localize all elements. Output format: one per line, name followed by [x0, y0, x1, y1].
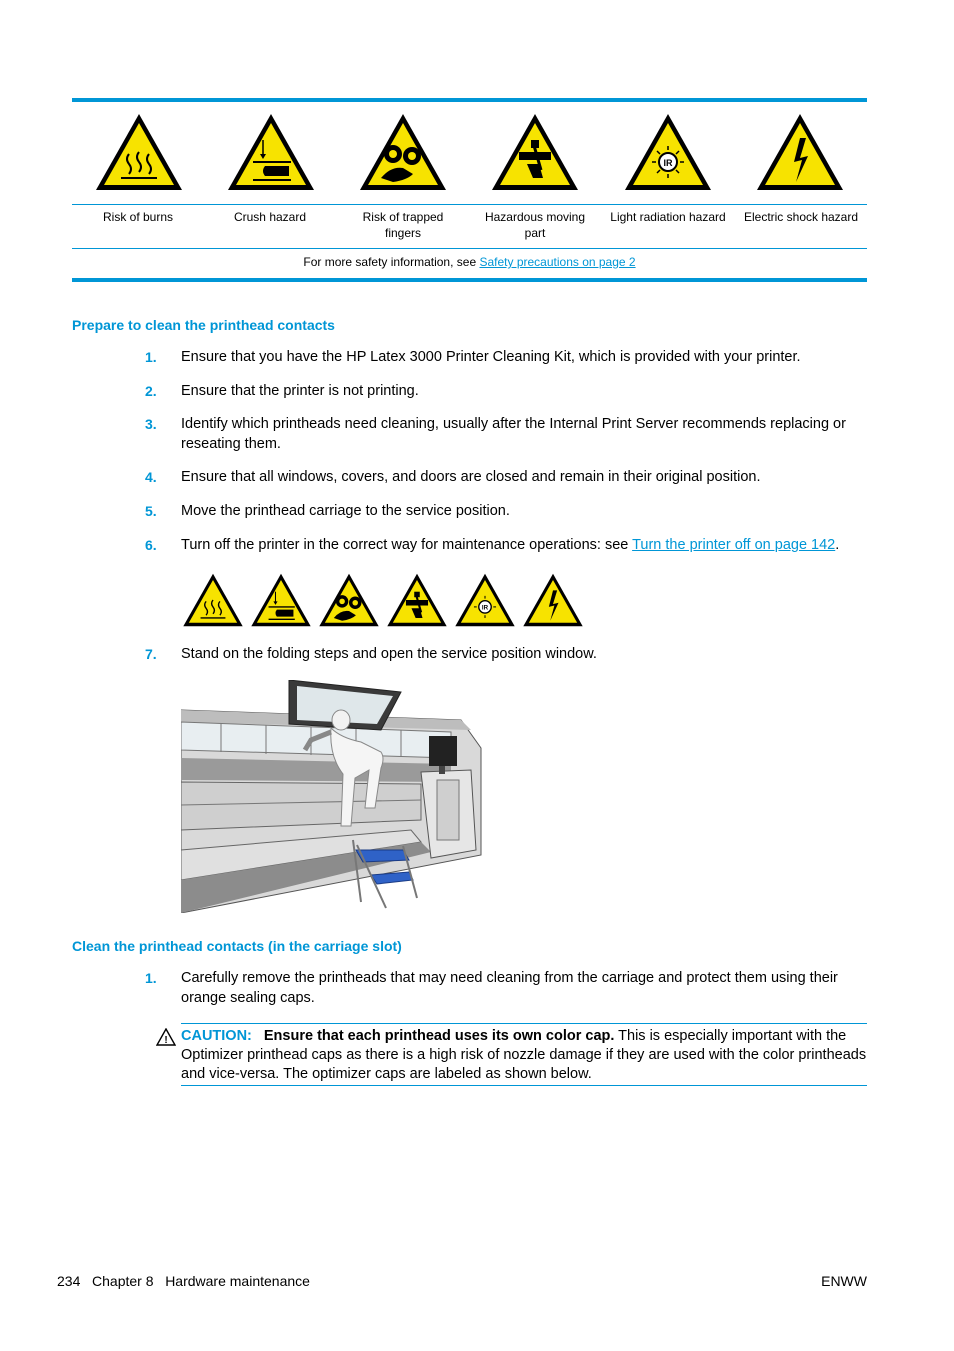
table-top-rule — [72, 98, 867, 102]
section-heading: Clean the printhead contacts (in the carriage slot) — [72, 938, 402, 954]
electric-shock-icon — [521, 571, 585, 629]
burn-icon — [181, 571, 245, 629]
step-text: Ensure that all windows, covers, and doors are closed and remain in their original position. — [181, 469, 761, 485]
caution-bold: Ensure that each printhead uses its own color cap. — [263, 1028, 615, 1044]
hazard-label: Crush hazard — [233, 210, 307, 224]
step-number: 1. — [145, 349, 157, 365]
hazard-label: Electric shock hazard — [743, 210, 859, 224]
step-number: 7. — [145, 646, 157, 662]
step-number: 1. — [145, 970, 157, 986]
page-number: 234 — [57, 1273, 81, 1289]
footer-title: Hardware maintenance — [165, 1273, 310, 1289]
table-divider — [72, 204, 867, 205]
footer-left — [57, 1273, 310, 1289]
step-text: Ensure that the printer is not printing. — [181, 383, 419, 399]
footer-right: ENWW — [821, 1273, 867, 1289]
light-radiation-icon — [622, 110, 714, 194]
step-number: 2. — [145, 383, 157, 399]
printer-service-illustration — [181, 680, 489, 913]
moving-part-icon — [489, 110, 581, 194]
step-text: Ensure that you have the HP Latex 3000 Printer Cleaning Kit, which is provided with your printer. — [181, 349, 801, 365]
footer-chapter: Chapter 8 — [92, 1273, 154, 1289]
svg-text:IR: IR — [663, 158, 673, 168]
step-number: 5. — [145, 503, 157, 519]
table-bottom-rule — [72, 278, 867, 282]
step-number: 3. — [145, 416, 157, 432]
caution-label: CAUTION: — [181, 1028, 252, 1044]
caution-note — [181, 1023, 867, 1086]
step-text: Carefully remove the printheads that may need cleaning from the carriage and protect them using their orange sealing caps. — [181, 970, 838, 1006]
crush-icon — [225, 110, 317, 194]
light-radiation-icon — [453, 571, 517, 629]
safety-precautions-link[interactable]: Safety precautions on page 2 — [479, 255, 636, 269]
step-text: Stand on the folding steps and open the service position window. — [181, 646, 597, 662]
hazard-label: Hazardous moving part — [484, 210, 586, 240]
hazard-label: Risk of trapped fingers — [362, 210, 444, 240]
moving-part-icon — [385, 571, 449, 629]
electric-shock-icon — [754, 110, 846, 194]
section-heading: Prepare to clean the printhead contacts — [72, 317, 335, 333]
trapped-fingers-icon — [317, 571, 381, 629]
burn-icon — [93, 110, 185, 194]
svg-text:IR: IR — [481, 604, 489, 612]
trapped-fingers-icon — [357, 110, 449, 194]
turn-off-printer-link[interactable]: Turn the printer off on page 142 — [632, 537, 836, 553]
step-number: 4. — [145, 469, 157, 485]
step-text: Turn off the printer in the correct way for maintenance operations: see Turn the printer off on page 142. — [181, 537, 840, 553]
hazard-label: Risk of burns — [102, 210, 174, 224]
hazard-label: Light radiation hazard — [610, 210, 726, 224]
more-info: For more safety information, see Safety precautions on page 2 — [303, 255, 636, 269]
step-text: Identify which printheads need cleaning, usually after the Internal Print Server recommends replacing or reseating them. — [181, 416, 846, 452]
svg-text:!: ! — [164, 1035, 168, 1046]
caution-icon — [156, 1028, 176, 1046]
step-text: Move the printhead carriage to the service position. — [181, 503, 510, 519]
crush-icon — [249, 571, 313, 629]
step-number: 6. — [145, 537, 157, 553]
caution-text: This is especially important with the Optimizer printhead caps as there is a high risk of nozzle damage if they are used with the color printheads and vice-versa. The optimizer caps are labeled as shown below. — [181, 1028, 867, 1082]
table-divider — [72, 248, 867, 249]
